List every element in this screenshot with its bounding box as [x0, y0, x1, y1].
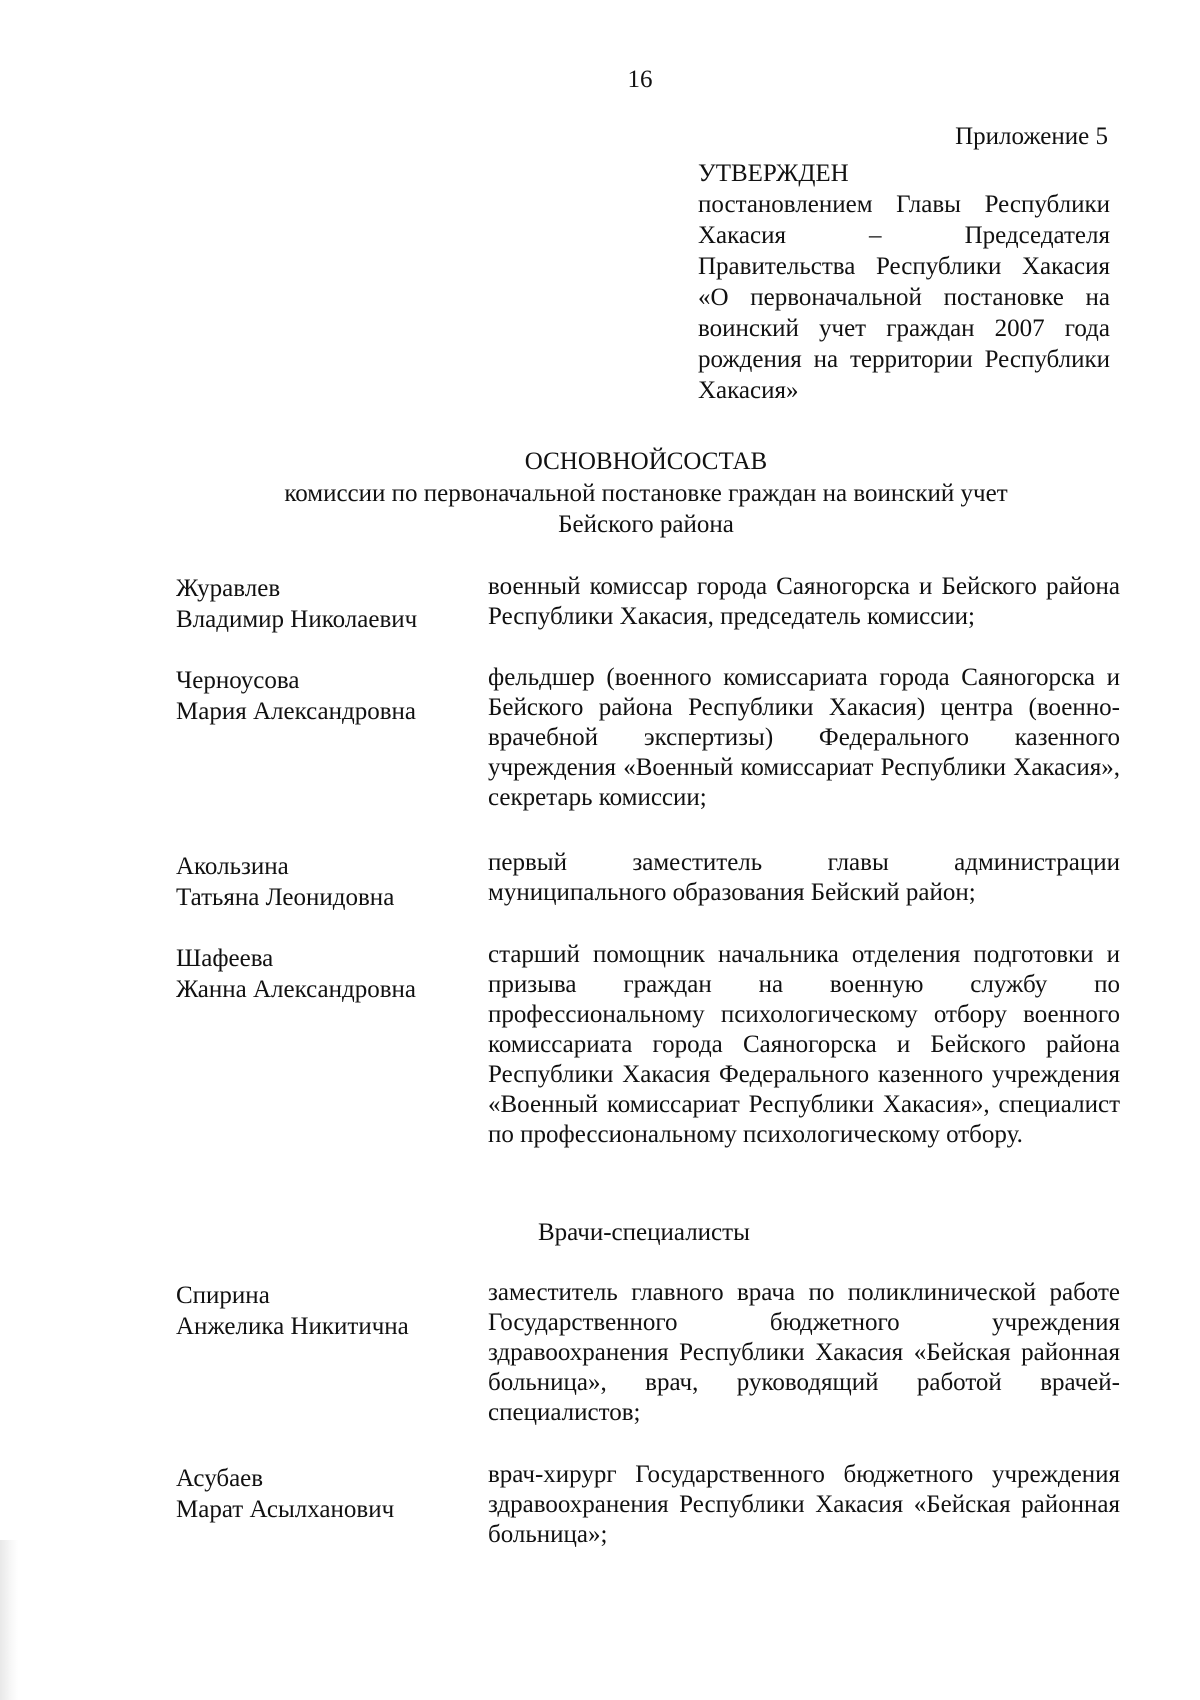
title-main: ОСНОВНОЙСОСТАВ: [524, 448, 768, 475]
doctor-role: врач-хирург Государственного бюджетного учреждения здравоохранения Республики Хакасия «Бейская районная больница»;: [488, 1461, 1120, 1548]
page-number: 16: [627, 66, 653, 93]
doctor-role: заместитель главного врача по поликлинической работе Государственного бюджетного учреждения здравоохранения Республики Хакасия «Бейская районная больница», врач, руководящий работой врачей-специалистов;: [488, 1279, 1120, 1426]
doctor-name: [176, 1280, 476, 1342]
member-given-names: Мария Александровна: [176, 698, 416, 725]
member-given-names: Татьяна Леонидовна: [176, 884, 395, 911]
approval-heading: УТВЕРЖДЕН: [698, 160, 849, 187]
member-name: [176, 573, 476, 635]
title-district: Бейского района: [558, 511, 734, 538]
member-role: старший помощник начальника отделения подготовки и призыва граждан на военную службу по профессиональному психологическому отбору военного комиссариата города Саяногорска и Бейского района Республики Хакасия Федерального казенного учреждения «Военный комиссариат Республики Хакасия», специалист по профессиональному психологическому отбору.: [488, 941, 1120, 1148]
title-subtitle: комиссии по первоначальной постановке граждан на воинский учет: [284, 480, 1008, 507]
doctor-surname: Спирина: [176, 1282, 270, 1309]
doctor-given-names: Анжелика Никитична: [176, 1313, 409, 1340]
document-title: [0, 446, 1200, 540]
doctor-given-names: Марат Асылханович: [176, 1496, 395, 1523]
member-surname: Черноусова: [176, 667, 300, 694]
member-given-names: Жанна Александровна: [176, 976, 417, 1003]
member-name: [176, 665, 476, 727]
doctor-surname: Асубаев: [176, 1465, 264, 1492]
member-role: военный комиссар города Саяногорска и Бейского района Республики Хакасия, председатель комиссии;: [488, 573, 1120, 630]
member-given-names: Владимир Николаевич: [176, 606, 418, 633]
doctor-name: [176, 1463, 476, 1525]
member-role: первый заместитель главы администрации муниципального образования Бейский район;: [488, 849, 1120, 906]
member-name: [176, 851, 476, 913]
member-surname: Журавлев: [176, 575, 281, 602]
annex-label: Приложение 5: [955, 123, 1108, 150]
scan-edge-shadow: [0, 1540, 18, 1700]
member-surname: Акользина: [176, 853, 289, 880]
doctors-heading: Врачи-специалисты: [538, 1219, 750, 1246]
member-surname: Шафеева: [176, 945, 274, 972]
approval-block: [698, 158, 1110, 406]
member-name: [176, 943, 476, 1005]
approval-text: постановлением Главы Республики Хакасия – Председателя Правительства Республики Хакасия «О первоначальной постановке на воинский учет граждан 2007 года рождения на территории Республики Хакасия»: [698, 191, 1110, 404]
member-role: фельдшер (военного комиссариата города Саяногорска и Бейского района Республики Хакасия) центра (военно-врачебной экспертизы) Федерального казенного учреждения «Военный комиссариат Республики Хакасия», секретарь комиссии;: [488, 664, 1120, 811]
